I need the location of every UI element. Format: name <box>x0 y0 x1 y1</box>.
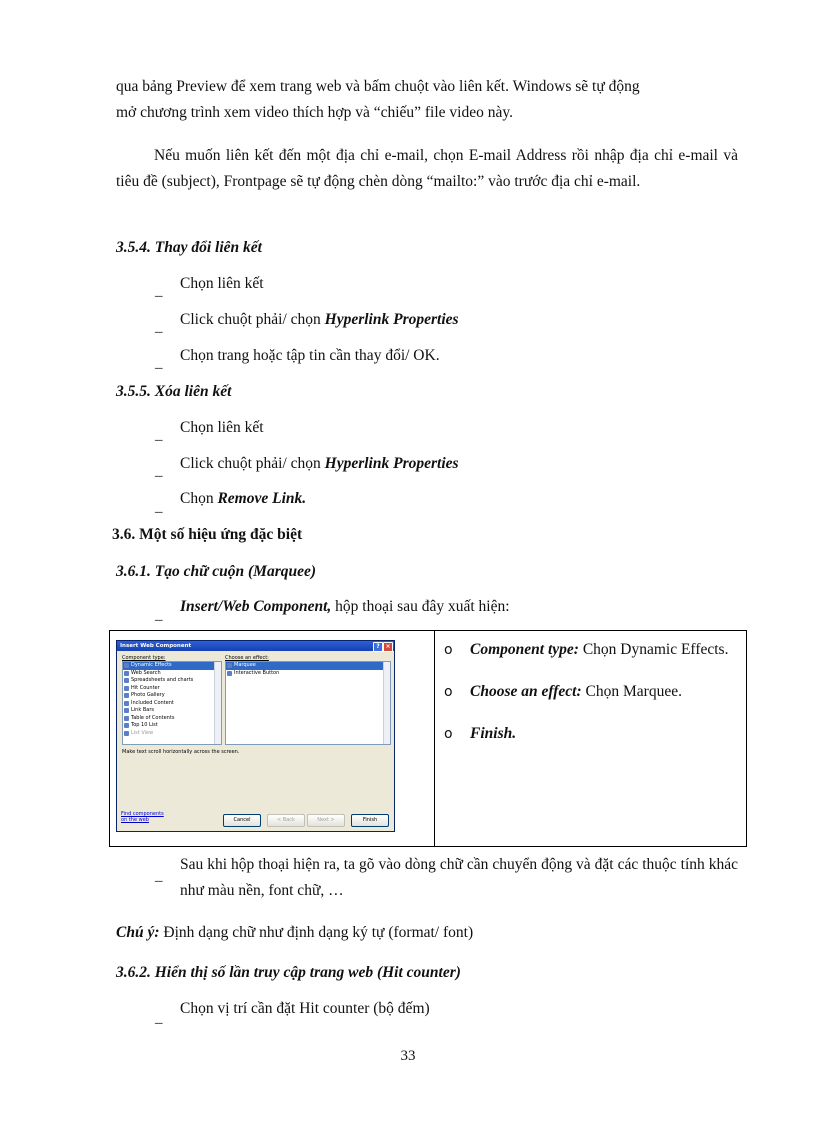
circle-bullet-icon: o <box>444 726 453 742</box>
bullet-dash: _ <box>155 463 163 479</box>
list-item[interactable]: Dynamic Effects <box>123 662 221 670</box>
bullet-dash: _ <box>155 283 163 299</box>
circle-bullet-icon: o <box>444 642 453 658</box>
bullet-dash: _ <box>155 1010 163 1026</box>
insert-web-component-dialog <box>116 640 395 832</box>
effect-label: Choose an effect: <box>225 655 269 661</box>
dialog-titlebar <box>117 641 394 651</box>
help-icon[interactable]: ? <box>373 642 383 652</box>
back-button[interactable]: < Back <box>267 814 305 827</box>
next-button[interactable]: Next > <box>307 814 345 827</box>
option-finish: o Finish. <box>440 721 740 747</box>
effect-list-scrollbar[interactable] <box>383 662 390 744</box>
list-item[interactable]: Photo Gallery <box>123 692 221 700</box>
link-bars-icon <box>124 708 129 713</box>
section-3-6-heading: 3.6. Một số hiệu ứng đặc biệt <box>112 526 303 543</box>
section-3-6-2-heading: 3.6.2. Hiển thị số lần truy cập trang web (Hit counter) <box>116 964 461 981</box>
option-component-type: o Component type: Chọn Dynamic Effects. <box>440 637 740 663</box>
section-3-5-4-heading: 3.5.4. Thay đổi liên kết <box>116 239 262 256</box>
para2: Nếu muốn liên kết đến một địa chỉ e-mail, chọn E-mail Address rồi nhập địa chỉ e-mail và tiêu đề (subject), Frontpage sẽ tự động chèn dòng “mailto:” vào trước địa chỉ e-mail. <box>116 147 738 190</box>
para1-line1: qua bảng Preview để xem trang web và bấm chuột vào liên kết. Windows sẽ tự động <box>116 78 640 95</box>
included-content-icon <box>124 701 129 706</box>
top-10-list-icon <box>124 723 129 728</box>
sec354-bullet-1: Chọn liên kết <box>180 275 264 292</box>
list-item[interactable]: Marquee <box>226 662 390 670</box>
sec354-bullet-2: Click chuột phải/ chọn Hyperlink Properties <box>180 311 459 328</box>
photo-gallery-icon <box>124 693 129 698</box>
dynamic-effects-icon <box>124 663 129 668</box>
bullet-dash: _ <box>155 499 163 515</box>
list-item[interactable]: Hit Counter <box>123 685 221 693</box>
note-label: Chú ý: <box>116 924 160 941</box>
sec361-bullet-1: Insert/Web Component, hộp thoại sau đây xuất hiện: <box>180 598 510 615</box>
sec362-bullet-1: Chọn vị trí cần đặt Hit counter (bộ đếm) <box>180 1000 430 1017</box>
list-view-icon <box>124 731 129 736</box>
sec354-bullet-3: Chọn trang hoặc tập tin cần thay đổi/ OK. <box>180 347 440 364</box>
note: Chú ý: Định dạng chữ như định dạng ký tự (format/ font) <box>116 924 474 941</box>
list-item[interactable]: List View <box>123 730 221 738</box>
close-icon[interactable]: × <box>383 642 393 652</box>
sec355-bullet-2: Click chuột phải/ chọn Hyperlink Properties <box>180 455 459 472</box>
sec355-bullet-1: Chọn liên kết <box>180 419 264 436</box>
section-3-5-5-heading: 3.5.5. Xóa liên kết <box>116 383 232 400</box>
effect-description: Make text scroll horizontally across the screen. <box>122 749 240 755</box>
after-table-bullet: Sau khi hộp thoại hiện ra, ta gõ vào dòng chữ cần chuyển động và đặt các thuộc tính khác như màu nền, font chữ, … <box>180 856 738 899</box>
bullet-dash: _ <box>155 427 163 443</box>
list-item[interactable]: Table of Contents <box>123 715 221 723</box>
find-components-link[interactable]: Find components on the web <box>121 811 164 823</box>
bullet-dash: _ <box>155 607 163 623</box>
marquee-icon <box>227 663 232 668</box>
circle-bullet-icon: o <box>444 684 453 700</box>
spreadsheet-icon <box>124 678 129 683</box>
hit-counter-icon <box>124 686 129 691</box>
list-item[interactable]: Web Search <box>123 670 221 678</box>
interactive-button-icon <box>227 671 232 676</box>
sec355-bullet-3: Chọn Remove Link. <box>180 490 307 507</box>
para1-line2: mở chương trình xem video thích hợp và “chiếu” file video này. <box>116 104 513 121</box>
section-3-6-1-heading: 3.6.1. Tạo chữ cuộn (Marquee) <box>116 563 317 580</box>
bullet-dash: _ <box>155 355 163 371</box>
option-choose-effect: o Choose an effect: Chọn Marquee. <box>440 679 740 705</box>
list-item[interactable]: Interactive Button <box>226 670 390 678</box>
component-type-label: Component type: <box>122 655 166 661</box>
effect-list[interactable] <box>225 661 391 745</box>
web-search-icon <box>124 671 129 676</box>
list-item[interactable]: Included Content <box>123 700 221 708</box>
list-item[interactable]: Spreadsheets and charts <box>123 677 221 685</box>
bullet-dash: _ <box>155 319 163 335</box>
bullet-dash: _ <box>155 868 163 884</box>
page-number: 33 <box>400 1048 416 1064</box>
cancel-button[interactable]: Cancel <box>223 814 261 827</box>
option-list <box>440 637 740 763</box>
table-divider <box>434 631 435 846</box>
list-item[interactable]: Top 10 List <box>123 722 221 730</box>
component-list-scrollbar[interactable] <box>214 662 221 744</box>
list-item[interactable]: Link Bars <box>123 707 221 715</box>
component-type-list[interactable] <box>122 661 222 745</box>
table-of-contents-icon <box>124 716 129 721</box>
finish-button[interactable]: Finish <box>351 814 389 827</box>
dialog-title: Insert Web Component <box>120 643 192 649</box>
